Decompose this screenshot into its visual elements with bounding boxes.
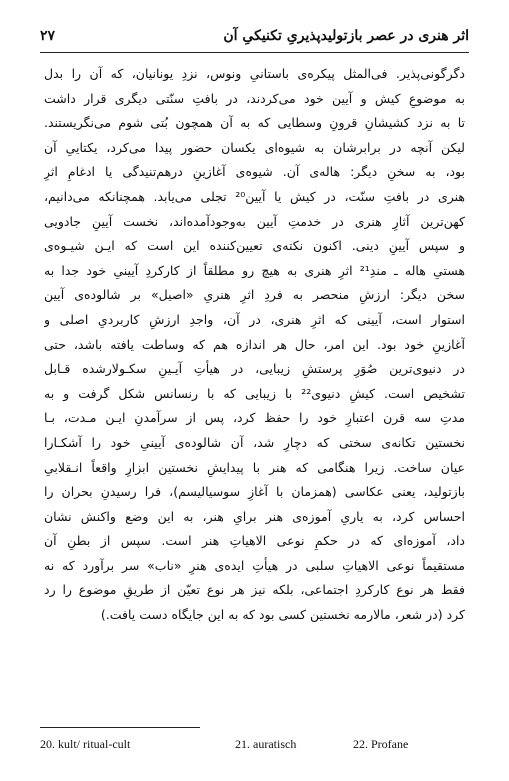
header-rule: [40, 52, 469, 53]
footnotes: [40, 737, 469, 755]
footnote-20: 20. kult/ ritual-cult: [40, 737, 131, 751]
text-line: کرد (در شعر، مالارمه نخستین کسی بود که به این جایگاه دست یافت.): [100, 607, 465, 623]
text-line: در دنیوی‌ترین صُوَرِ پرستشِ زیبایی، در هیأتِ آیـینِ سکـولارشده قـابل: [44, 361, 465, 377]
text-line: و سپس آیینِ دینی. اکنون نکته‌ی تعیین‌کننده این است که ایـن شیـوه‌ی: [44, 238, 465, 254]
text-line: تشخیص است. کیشِ دنیوی²² با زیبایی که با رنسانس شکل گرفت و به: [44, 385, 465, 401]
text-line: بازتولید، یعنی عکاسی (همزمان با آغازِ سوسیالیسم)، فرا رسیدنِ بحران را: [44, 484, 465, 500]
footnote-21: 21. auratisch: [235, 737, 297, 751]
footnote-22: 22. Profane: [353, 737, 409, 751]
text-line: هنری در بافتِ سنّت، در کیش یا آیین²⁰ تجلی می‌یابد. همچنانکه می‌دانیم،: [44, 188, 465, 204]
text-line: لیکن آنچه در برابرشان به شیوه‌ای یکسان حضور پیدا می‌کرد، یکتاییِ آن: [44, 139, 465, 155]
text-line: به موضوعِ کیش و آیین خود می‌کردند، در بافتِ سنّتی دیگری قرار داشت: [44, 90, 465, 106]
text-line: داد، آموزه‌ای که در حکمِ نوعی الاهیاتِ هنر است. سپس از بطنِ آن: [44, 533, 465, 549]
text-line: فقط هر نوع کارکردِ اجتماعی، بلکه نیز هر نوع تعیّن از طریقِ موضوع را رد: [44, 582, 465, 598]
text-line: کهن‌ترین آثارِ هنری در خدمتِ آیین به‌وجودآمده‌اند، نخست آیینِ جادویی: [44, 213, 465, 229]
body-text: [44, 62, 465, 628]
text-line: احساس کرد، به یاریِ آموزه‌ی هنر برایِ هنر، به این وضع واکنش نشان: [44, 508, 465, 524]
footnote-rule: [40, 727, 200, 728]
text-line: عیان ساخت. زیرا هنگامی که هنر با پیدایشِ نخستین ابزارِ واقعاً انـقلابیِ: [44, 459, 465, 475]
text-line: سخن دیگر: ارزشِ منحصر به فردِ اثرِ هنریِ «اصیل» بر شالوده‌ی آیین: [44, 287, 465, 303]
running-title: اثر هنری در عصر بازتولیدپذیریِ تکنیکیِ آن: [223, 28, 469, 44]
text-line: استوار است، آیینی که اثرِ هنری، در آن، واجدِ ارزشِ کاربردیِ اصلی و: [44, 311, 465, 327]
text-line: هستیِ هاله ـ مندِ²¹ اثرِ هنری به هیچ رو مطلقاً از کارکردِ آیینیِ خود جدا به: [44, 262, 465, 278]
text-line: آغازینِ خود بود. این امر، حال هر اندازه هم که وساطت یافته باشد، حتی: [44, 336, 465, 352]
text-line: مدتِ سه قرن اعتبارِ خود را حفظ کرد، پس از سر‌آمدنِ ایـن مـدت، بـا: [44, 410, 465, 426]
text-line: دگرگونی‌پذیر. فی‌المثل پیکره‌ی باستانیِ ونوس، نزدِ یونانیان، که آن را بدل: [44, 66, 465, 81]
page-header: [40, 26, 469, 50]
text-line: نخستین تکانه‌ی سختی که دچارِ شد، آن شالوده‌ی آیینیِ خود را آشکـارا: [44, 434, 465, 450]
text-line: بود، به سخنِ دیگر: هاله‌ی آن. شیوه‌ی آغازینِ درهم‌تنیدگی یا ادغامِ اثرِ: [44, 164, 465, 180]
page-number: ۲۷: [40, 28, 56, 44]
text-line: مستقیماً نوعی الاهیاتِ سلبی در هیأتِ ایده‌ی هنرِ «ناب» سر برآورد که نه: [44, 557, 465, 573]
text-line: تا به نزد کشیشانِ قرونِ وسطایی که به آن همچون بُتی شوم می‌نگریستند.: [44, 115, 465, 131]
